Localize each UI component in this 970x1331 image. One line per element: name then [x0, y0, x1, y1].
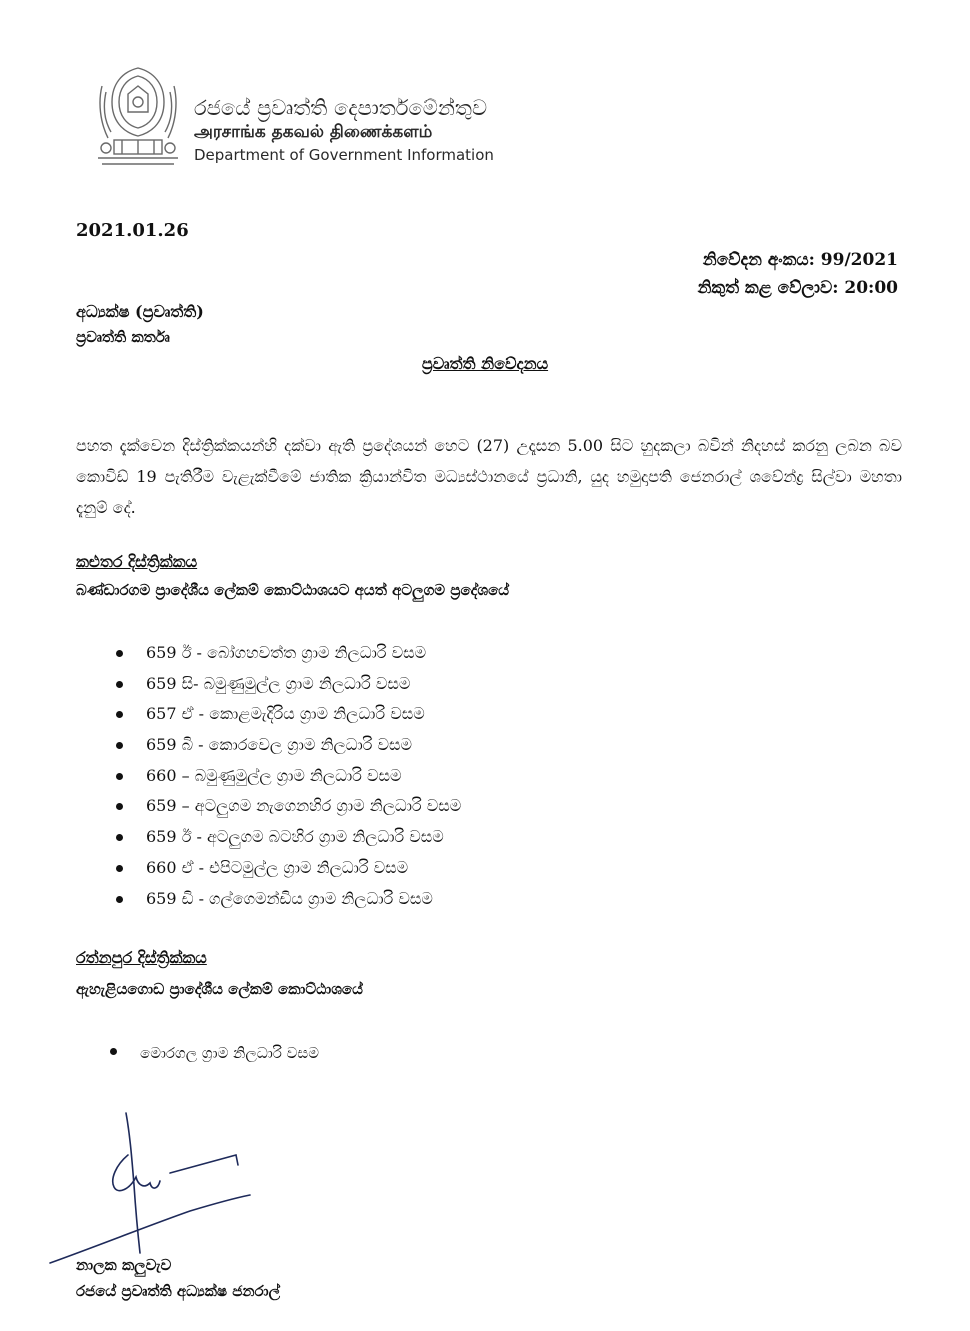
list-item: [0, 669, 461, 700]
release-date: 2021.01.26: [76, 220, 189, 241]
bullet-icon: [116, 896, 123, 903]
letterhead-sinhala: රජයේ ප්‍රවෘත්ති දෙපාර්තමේන්තුව: [194, 96, 488, 120]
letterhead-english: Department of Government Information: [194, 146, 494, 164]
bullet-icon: [116, 681, 123, 688]
district-heading-ratnapura: රත්නපුර දිස්ත්‍රික්කය: [76, 948, 207, 967]
list-item: [0, 699, 461, 730]
list-item: [0, 791, 461, 822]
bullet-icon: [116, 834, 123, 841]
addressee-line-2: ප්‍රවෘත්ති කර්තෘ: [76, 328, 170, 346]
bullet-icon: [116, 711, 123, 718]
list-item: [0, 822, 461, 853]
division-heading-bandaragama: බණ්ඩාරගම ප්‍රාදේශීය ලේකම් කොට්ඨාශයට අයත් අටලුගම ප්‍රදේශයේ: [76, 581, 510, 599]
list-item-text: 659 ඩි - ගල්ගෙමන්ඩිය ග්‍රාම නිලධාරි වසම: [146, 888, 433, 908]
district-heading-kalutara: කළුතර දිස්ත්‍රික්කය: [76, 552, 198, 571]
list-item: [0, 730, 461, 761]
document-title: [0, 354, 970, 374]
list-item-text: 659 ඊ - බෝගහවත්ත ග්‍රාම නිලධාරි වසම: [146, 643, 427, 662]
list-item: [0, 884, 461, 915]
bullet-icon: [116, 773, 123, 780]
list-item-text: මොරගල ග්‍රාම නිලධාරි වසම: [140, 1044, 320, 1062]
list-item: [0, 638, 461, 669]
list-item-text: 659 සි- බමුණුමුල්ල ග්‍රාම නිලධාරි වසම: [146, 673, 411, 693]
signatory-name: නාලක කලුවැව: [76, 1256, 172, 1274]
list-item-text: 660 – බමුණුමුල්ල ග්‍රාම නිලධාරි වසම: [146, 765, 402, 785]
letterhead-tamil: அரசாங்க தகவல் திணைக்களம்: [194, 122, 433, 142]
list-item-text: 659 බි - කොරවෙල ග්‍රාම නිලධාරි වසම: [146, 735, 413, 755]
bullet-icon: [116, 742, 123, 749]
signatory-title: රජයේ ප්‍රවෘත්ති අධ්‍යක්ෂ ජනරාල්: [76, 1282, 281, 1300]
division-heading-eheliyagoda: ඇහැළියගොඩ ප්‍රාදේශීය ලේකම් කොට්ඨාශයේ: [76, 980, 363, 998]
government-emblem-icon: [92, 62, 184, 172]
bullet-icon: [110, 1048, 117, 1055]
gn-division-list-ratnapura: [0, 1038, 319, 1069]
list-item-text: 657 ඒ - කොළමැදිරිය ග්‍රාම නිලධාරි වසම: [146, 704, 425, 724]
body-paragraph: පහත දැක්වෙන දිස්ත්‍රික්කයන්හි දක්වා ඇති ප්‍රදේශයන් හෙට (27) උදෑසන 5.00 සිට හුදකලා බවින් නිදහස් කරනු ලබන බව කොවිඩ් 19 පැතිරීම වැළැක්වීමේ ජාතික ක්‍රියාන්විත මධ්‍යස්ථානයේ ප්‍රධානි, යුද හමුදාපති ජෙනරාල් ශවේන්ද්‍ර සිල්වා මහතා දැනුම් දේ.: [76, 436, 902, 517]
list-item: [0, 761, 461, 792]
bullet-icon: [116, 865, 123, 872]
release-time: නිකුත් කළ වේලාව: 20:00: [697, 278, 898, 298]
bullet-icon: [116, 650, 123, 657]
release-number: නිවේදන අංකය: 99/2021: [702, 250, 898, 270]
list-item: [0, 853, 461, 884]
bullet-icon: [116, 803, 123, 810]
list-item: [0, 1038, 319, 1069]
gn-division-list-kalutara: [0, 638, 461, 914]
list-item-text: 659 – අටලුගම නැගෙනහිර ග්‍රාම නිලධාරි වසම: [146, 796, 462, 816]
document-title-text: ප්‍රවෘත්ති නිවේදනය: [421, 354, 549, 373]
list-item-text: 659 ඊ - අටලුගම බටහිර ග්‍රාම නිලධාරි වසම: [146, 827, 444, 847]
addressee-line-1: අධ්‍යක්ෂ (ප්‍රවෘත්ති): [76, 302, 204, 321]
list-item-text: 660 ඒ - එපිටමුල්ල ග්‍රාම නිලධාරි වසම: [146, 857, 409, 877]
